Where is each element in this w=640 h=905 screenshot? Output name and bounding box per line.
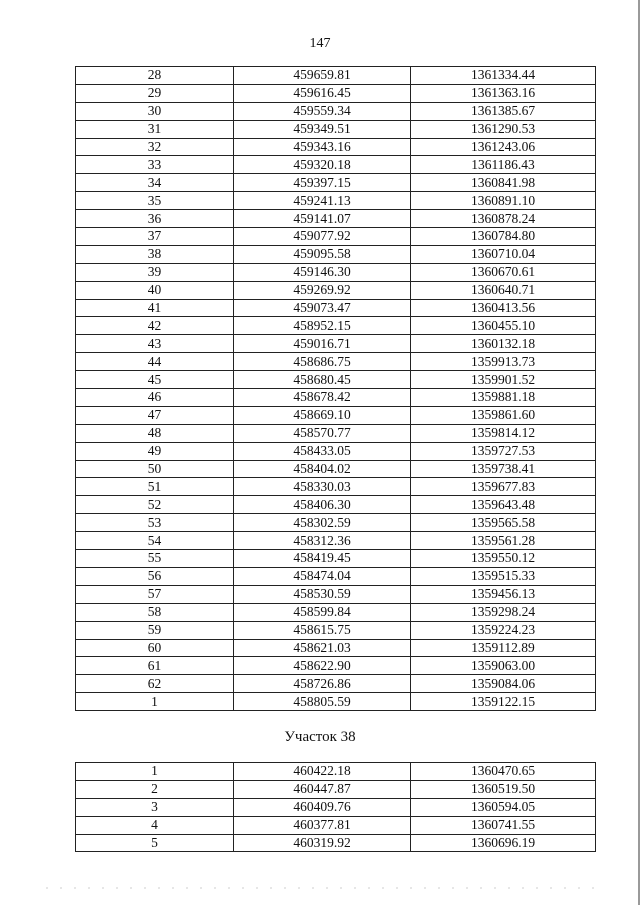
point-number-cell: 28: [76, 67, 234, 85]
table-row: [76, 532, 596, 550]
table-row: [76, 603, 596, 621]
y-coordinate-cell: 1360891.10: [411, 192, 596, 210]
y-coordinate-cell: 1360455.10: [411, 317, 596, 335]
point-number-cell: 49: [76, 442, 234, 460]
y-coordinate-cell: 1360519.50: [411, 780, 596, 798]
table-row: [76, 67, 596, 85]
y-coordinate-cell: 1359861.60: [411, 406, 596, 424]
point-number-cell: 34: [76, 174, 234, 192]
table-row: [76, 138, 596, 156]
y-coordinate-cell: 1359224.23: [411, 621, 596, 639]
scan-noise: [40, 887, 600, 889]
y-coordinate-cell: 1360784.80: [411, 228, 596, 246]
x-coordinate-cell: 458678.42: [234, 389, 411, 407]
point-number-cell: 32: [76, 138, 234, 156]
y-coordinate-cell: 1360640.71: [411, 281, 596, 299]
x-coordinate-cell: 458686.75: [234, 353, 411, 371]
section-title: Участок 38: [284, 729, 356, 745]
y-coordinate-cell: 1359122.15: [411, 693, 596, 711]
point-number-cell: 60: [76, 639, 234, 657]
table-row: [76, 816, 596, 834]
x-coordinate-cell: 459320.18: [234, 156, 411, 174]
x-coordinate-cell: 460447.87: [234, 780, 411, 798]
y-coordinate-cell: 1359112.89: [411, 639, 596, 657]
y-coordinate-cell: 1360670.61: [411, 263, 596, 281]
y-coordinate-cell: 1361243.06: [411, 138, 596, 156]
y-coordinate-cell: 1360132.18: [411, 335, 596, 353]
x-coordinate-cell: 459016.71: [234, 335, 411, 353]
table-row: [76, 281, 596, 299]
x-coordinate-cell: 458419.45: [234, 550, 411, 568]
x-coordinate-cell: 460377.81: [234, 816, 411, 834]
x-coordinate-cell: 459073.47: [234, 299, 411, 317]
x-coordinate-cell: 458302.59: [234, 514, 411, 532]
y-coordinate-cell: 1359677.83: [411, 478, 596, 496]
table-row: [76, 299, 596, 317]
point-number-cell: 1: [76, 763, 234, 781]
table-row: [76, 353, 596, 371]
y-coordinate-cell: 1359881.18: [411, 389, 596, 407]
table-row: [76, 567, 596, 585]
y-coordinate-cell: 1360470.65: [411, 763, 596, 781]
point-number-cell: 57: [76, 585, 234, 603]
table-row: [76, 585, 596, 603]
table-row: [76, 263, 596, 281]
table-row: [76, 245, 596, 263]
table-row: [76, 478, 596, 496]
table-row: [76, 514, 596, 532]
table-row: [76, 228, 596, 246]
point-number-cell: 36: [76, 210, 234, 228]
point-number-cell: 61: [76, 657, 234, 675]
y-coordinate-cell: 1360710.04: [411, 245, 596, 263]
x-coordinate-cell: 459559.34: [234, 102, 411, 120]
y-coordinate-cell: 1359727.53: [411, 442, 596, 460]
y-coordinate-cell: 1361385.67: [411, 102, 596, 120]
coordinates-table: [75, 66, 596, 711]
point-number-cell: 52: [76, 496, 234, 514]
point-number-cell: 42: [76, 317, 234, 335]
table-row: [76, 550, 596, 568]
table-row: [76, 174, 596, 192]
point-number-cell: 46: [76, 389, 234, 407]
point-number-cell: 58: [76, 603, 234, 621]
point-number-cell: 59: [76, 621, 234, 639]
y-coordinate-cell: 1359913.73: [411, 353, 596, 371]
point-number-cell: 62: [76, 675, 234, 693]
point-number-cell: 55: [76, 550, 234, 568]
x-coordinate-cell: 459349.51: [234, 120, 411, 138]
x-coordinate-cell: 458530.59: [234, 585, 411, 603]
table-row: [76, 798, 596, 816]
x-coordinate-cell: 459659.81: [234, 67, 411, 85]
point-number-cell: 40: [76, 281, 234, 299]
x-coordinate-cell: 458599.84: [234, 603, 411, 621]
y-coordinate-cell: 1361334.44: [411, 67, 596, 85]
x-coordinate-cell: 458622.90: [234, 657, 411, 675]
table-row: [76, 210, 596, 228]
y-coordinate-cell: 1359550.12: [411, 550, 596, 568]
table-row: [76, 84, 596, 102]
point-number-cell: 37: [76, 228, 234, 246]
point-number-cell: 4: [76, 816, 234, 834]
y-coordinate-cell: 1359565.58: [411, 514, 596, 532]
table-row: [76, 675, 596, 693]
x-coordinate-cell: 459077.92: [234, 228, 411, 246]
y-coordinate-cell: 1360841.98: [411, 174, 596, 192]
table-row: [76, 317, 596, 335]
table-row: [76, 120, 596, 138]
point-number-cell: 45: [76, 371, 234, 389]
x-coordinate-cell: 458433.05: [234, 442, 411, 460]
section-coordinates-table: [75, 762, 596, 852]
y-coordinate-cell: 1359901.52: [411, 371, 596, 389]
point-number-cell: 47: [76, 406, 234, 424]
table-row: [76, 406, 596, 424]
x-coordinate-cell: 459241.13: [234, 192, 411, 210]
y-coordinate-cell: 1359738.41: [411, 460, 596, 478]
x-coordinate-cell: 460422.18: [234, 763, 411, 781]
x-coordinate-cell: 460319.92: [234, 834, 411, 852]
point-number-cell: 38: [76, 245, 234, 263]
x-coordinate-cell: 459146.30: [234, 263, 411, 281]
page-number: 147: [309, 36, 331, 51]
table-row: [76, 834, 596, 852]
x-coordinate-cell: 459343.16: [234, 138, 411, 156]
point-number-cell: 51: [76, 478, 234, 496]
x-coordinate-cell: 458474.04: [234, 567, 411, 585]
x-coordinate-cell: 458330.03: [234, 478, 411, 496]
y-coordinate-cell: 1361290.53: [411, 120, 596, 138]
point-number-cell: 33: [76, 156, 234, 174]
x-coordinate-cell: 458621.03: [234, 639, 411, 657]
x-coordinate-cell: 458669.10: [234, 406, 411, 424]
point-number-cell: 44: [76, 353, 234, 371]
table-row: [76, 442, 596, 460]
y-coordinate-cell: 1360413.56: [411, 299, 596, 317]
table-row: [76, 192, 596, 210]
point-number-cell: 48: [76, 424, 234, 442]
point-number-cell: 1: [76, 693, 234, 711]
point-number-cell: 53: [76, 514, 234, 532]
table-row: [76, 780, 596, 798]
point-number-cell: 2: [76, 780, 234, 798]
point-number-cell: 5: [76, 834, 234, 852]
point-number-cell: 29: [76, 84, 234, 102]
y-coordinate-cell: 1359084.06: [411, 675, 596, 693]
table-row: [76, 763, 596, 781]
table-row: [76, 102, 596, 120]
y-coordinate-cell: 1359515.33: [411, 567, 596, 585]
table-row: [76, 621, 596, 639]
table-row: [76, 693, 596, 711]
point-number-cell: 30: [76, 102, 234, 120]
y-coordinate-cell: 1359643.48: [411, 496, 596, 514]
y-coordinate-cell: 1359063.00: [411, 657, 596, 675]
point-number-cell: 50: [76, 460, 234, 478]
x-coordinate-cell: 458952.15: [234, 317, 411, 335]
table-row: [76, 657, 596, 675]
x-coordinate-cell: 459616.45: [234, 84, 411, 102]
x-coordinate-cell: 459095.58: [234, 245, 411, 263]
y-coordinate-cell: 1361363.16: [411, 84, 596, 102]
x-coordinate-cell: 458312.36: [234, 532, 411, 550]
table-row: [76, 496, 596, 514]
y-coordinate-cell: 1359298.24: [411, 603, 596, 621]
table-row: [76, 424, 596, 442]
table-row: [76, 371, 596, 389]
y-coordinate-cell: 1360594.05: [411, 798, 596, 816]
x-coordinate-cell: 458615.75: [234, 621, 411, 639]
point-number-cell: 31: [76, 120, 234, 138]
y-coordinate-cell: 1359814.12: [411, 424, 596, 442]
x-coordinate-cell: 458406.30: [234, 496, 411, 514]
table-row: [76, 389, 596, 407]
x-coordinate-cell: 459269.92: [234, 281, 411, 299]
table-row: [76, 335, 596, 353]
point-number-cell: 43: [76, 335, 234, 353]
point-number-cell: 54: [76, 532, 234, 550]
y-coordinate-cell: 1360878.24: [411, 210, 596, 228]
point-number-cell: 35: [76, 192, 234, 210]
x-coordinate-cell: 458726.86: [234, 675, 411, 693]
table-row: [76, 156, 596, 174]
y-coordinate-cell: 1360696.19: [411, 834, 596, 852]
y-coordinate-cell: 1359456.13: [411, 585, 596, 603]
x-coordinate-cell: 458404.02: [234, 460, 411, 478]
point-number-cell: 41: [76, 299, 234, 317]
point-number-cell: 39: [76, 263, 234, 281]
y-coordinate-cell: 1360741.55: [411, 816, 596, 834]
table-row: [76, 639, 596, 657]
x-coordinate-cell: 458805.59: [234, 693, 411, 711]
x-coordinate-cell: 459397.15: [234, 174, 411, 192]
x-coordinate-cell: 460409.76: [234, 798, 411, 816]
y-coordinate-cell: 1361186.43: [411, 156, 596, 174]
x-coordinate-cell: 458570.77: [234, 424, 411, 442]
point-number-cell: 3: [76, 798, 234, 816]
point-number-cell: 56: [76, 567, 234, 585]
x-coordinate-cell: 458680.45: [234, 371, 411, 389]
y-coordinate-cell: 1359561.28: [411, 532, 596, 550]
table-row: [76, 460, 596, 478]
x-coordinate-cell: 459141.07: [234, 210, 411, 228]
